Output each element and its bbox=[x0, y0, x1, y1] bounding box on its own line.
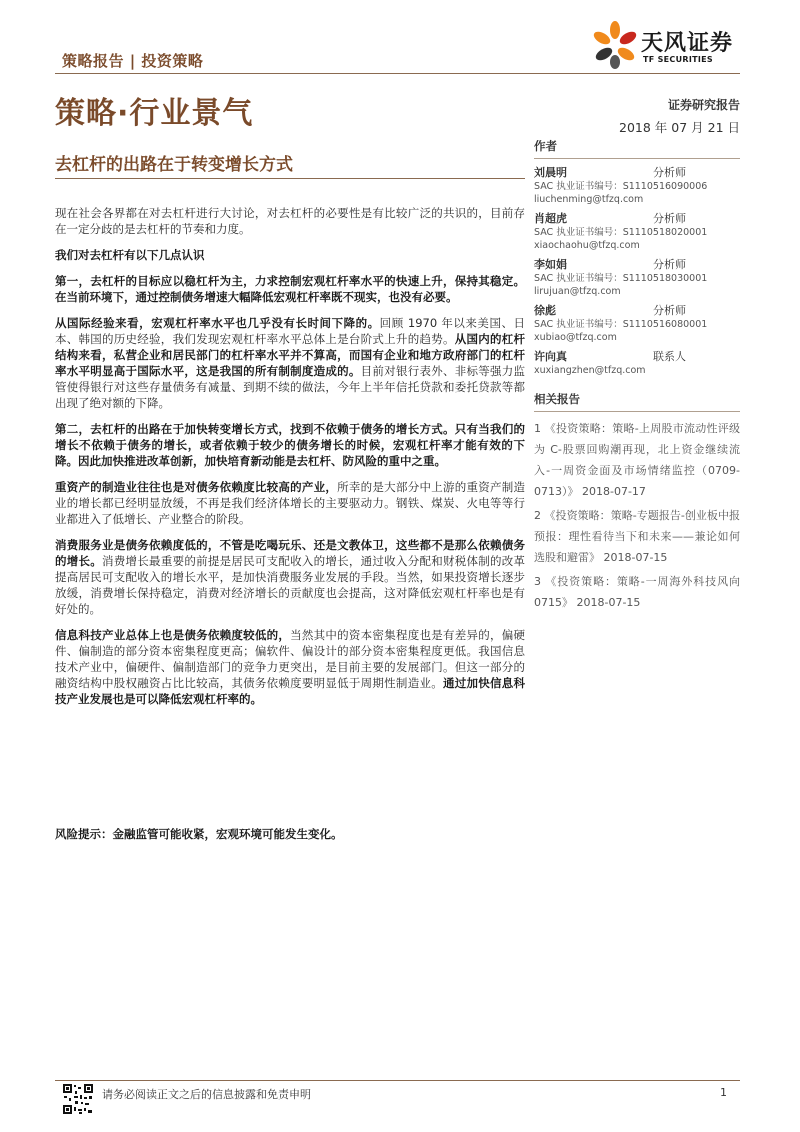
author-cert: SAC 执业证书编号：S1110516090006 bbox=[534, 181, 708, 192]
author-entry bbox=[534, 165, 740, 206]
related-heading: 相关报告 bbox=[534, 391, 740, 412]
author-cert: SAC 执业证书编号：S1110518020001 bbox=[534, 227, 708, 238]
report-type: 证券研究报告 bbox=[667, 98, 740, 112]
logo-subtitle: TF SECURITIES bbox=[643, 55, 713, 64]
author-role: 分析师 bbox=[653, 212, 686, 225]
consumption-detail: 消费增长最重要的前提是居民可支配收入的增长，通过收入分配和财税体制的改革提高居民可支配收入的增长水平，是加快消费服务业发展的手段。当然，如果投资增长逐步放缓，消费增长保持稳定，消费对经济增长的贡献度也会提高，这对降低宏观杠杆率也是有好处的。 bbox=[55, 554, 526, 616]
manufacturing-detail: 所幸的是大部分中上游的重资产制造业的增长都已经明显放缓，不再是我们经济体增长的主要驱动力。钢铁、煤炭、火电等等行业都进入了低增长、产业整合的阶段。 bbox=[55, 480, 526, 526]
paragraph-manufacturing bbox=[55, 479, 525, 527]
author-role: 联系人 bbox=[653, 350, 686, 363]
related-report-link[interactable]: 2 《投资策略：策略-专题报告-创业板中报预报：理性看待当下和未来——兼论如何选股和避雷》 2018-07-15 bbox=[534, 509, 740, 564]
author-entry bbox=[534, 211, 740, 252]
footer-disclaimer: 请务必阅读正文之后的信息披露和免责申明 bbox=[102, 1088, 311, 1101]
author-entry bbox=[534, 257, 740, 298]
paragraph-point-two: 第二，去杠杆的出路在于加快转变增长方式，找到不依赖于债务的增长方式。只有当我们的增长不依赖于债务的增长，或者依赖于较少的债务增长的时候，宏观杠杆率才能有效的下降。因此加快推进改革创新，加快培育新动能是去杠杆、防风险的重中之重。 bbox=[55, 422, 525, 468]
logo-name: 天风证券 bbox=[641, 31, 734, 56]
author-entry bbox=[534, 303, 740, 344]
related-reports bbox=[534, 391, 740, 613]
tech-detail: 当然其中的资本密集程度也是有差异的，偏硬件、偏制造的部分资本密集程度更高；偏软件、偏设计的部分资本密集程度更低。我国信息技术产业中，偏硬件、偏制造部门的竞争力更突出，是目前主要的发展部门。但这一部分的融资结构中股权融资占比比较高，其债务依赖度要明显低于周期性制造业。 bbox=[55, 628, 526, 690]
author-email[interactable]: xiaochaohu@tfzq.com bbox=[534, 240, 640, 251]
company-logo bbox=[590, 20, 740, 70]
page-number: 1 bbox=[720, 1086, 727, 1099]
author-entry bbox=[534, 349, 740, 377]
report-date: 2018 年 07 月 21 日 bbox=[619, 120, 740, 135]
report-subtitle: 去杠杆的出路在于转变增长方式 bbox=[55, 155, 293, 175]
risk-warning: 风险提示：金融监管可能收紧，宏观环境可能发生变化。 bbox=[55, 827, 343, 841]
tech-conclusion: 通过加快信息科技产业发展也是可以降低宏观杠杆率的。 bbox=[55, 676, 526, 706]
qr-code-icon bbox=[62, 1083, 94, 1115]
paragraph-international bbox=[55, 315, 525, 411]
manufacturing-lead: 重资产的制造业往往也是对债务依赖度比较高的产业， bbox=[55, 480, 338, 494]
domestic-structure: 从国内的杠杆结构来看，私营企业和居民部门的杠杆率水平并不算高，而国有企业和地方政府部门的杠杆率水平明显高于国际水平，这是我国的所有制制度造成的。 bbox=[55, 332, 526, 378]
subtitle-divider bbox=[55, 178, 525, 179]
related-report-link[interactable]: 3 《投资策略：策略-一周海外科技风向 0715》 2018-07-15 bbox=[534, 575, 740, 609]
header-divider bbox=[55, 73, 740, 74]
footer-divider bbox=[55, 1080, 740, 1081]
logo-petals-icon bbox=[590, 20, 640, 70]
regulation-detail: 目前对银行表外、非标等强力监管使得银行对这些存量债务有减量、到期不续的做法，今年上半年信托贷款和委托贷款等都出现了绝对额的下降。 bbox=[55, 364, 526, 410]
paragraph-tech bbox=[55, 627, 525, 707]
author-email[interactable]: lirujuan@tfzq.com bbox=[534, 286, 621, 297]
paragraph-point-one: 第一，去杠杆的目标应以稳杠杆为主，力求控制宏观杠杆率水平的快速上升，保持其稳定。在当前环境下，通过控制债务增速大幅降低宏观杠杆率既不现实，也没有必要。 bbox=[55, 274, 525, 304]
paragraph-heading: 我们对去杠杆有以下几点认识 bbox=[55, 248, 205, 262]
related-report-link[interactable]: 1 《投资策略：策略-上周股市流动性评级为 C-股票回购潮再现，北上资金继续流入-一周资金面及市场情绪监控（0709-0713）》 2018-07-17 bbox=[534, 422, 740, 498]
report-body bbox=[55, 205, 525, 717]
sidebar bbox=[534, 138, 740, 616]
page-title: 策略·行业景气 bbox=[55, 96, 254, 131]
author-email[interactable]: liuchenming@tfzq.com bbox=[534, 194, 644, 205]
author-role: 分析师 bbox=[653, 166, 686, 179]
author-name: 徐彪 bbox=[534, 304, 556, 317]
tech-lead: 信息科技产业总体上也是债务依赖度较低的， bbox=[55, 628, 291, 642]
author-name: 肖超虎 bbox=[534, 212, 567, 225]
author-name: 刘晨明 bbox=[534, 166, 567, 179]
report-category: 策略报告 | 投资策略 bbox=[62, 52, 204, 70]
author-email[interactable]: xuxiangzhen@tfzq.com bbox=[534, 365, 646, 376]
authors-heading: 作者 bbox=[534, 138, 740, 159]
paragraph-consumption bbox=[55, 537, 525, 617]
author-role: 分析师 bbox=[653, 258, 686, 271]
paragraph-intro: 现在社会各界都在对去杠杆进行大讨论，对去杠杆的必要性是有比较广泛的共识的，目前存在一定分歧的是去杠杆的节奏和力度。 bbox=[55, 206, 525, 236]
author-cert: SAC 执业证书编号：S1110516080001 bbox=[534, 319, 708, 330]
author-name: 李如娟 bbox=[534, 258, 567, 271]
international-lead: 从国际经验来看，宏观杠杆率水平也几乎没有长时间下降的。 bbox=[55, 316, 380, 330]
author-name: 许向真 bbox=[534, 350, 567, 363]
author-role: 分析师 bbox=[653, 304, 686, 317]
international-detail: 回顾 1970 年以来美国、日本、韩国的历史经验，我们发现宏观杠杆率水平总体上是台阶式上升的趋势。 bbox=[55, 316, 525, 346]
author-cert: SAC 执业证书编号：S1110518030001 bbox=[534, 273, 708, 284]
consumption-lead: 消费服务业是债务依赖度低的，不管是吃喝玩乐、还是文教体卫，这些都不是那么依赖债务的增长。 bbox=[55, 538, 525, 568]
author-email[interactable]: xubiao@tfzq.com bbox=[534, 332, 617, 343]
